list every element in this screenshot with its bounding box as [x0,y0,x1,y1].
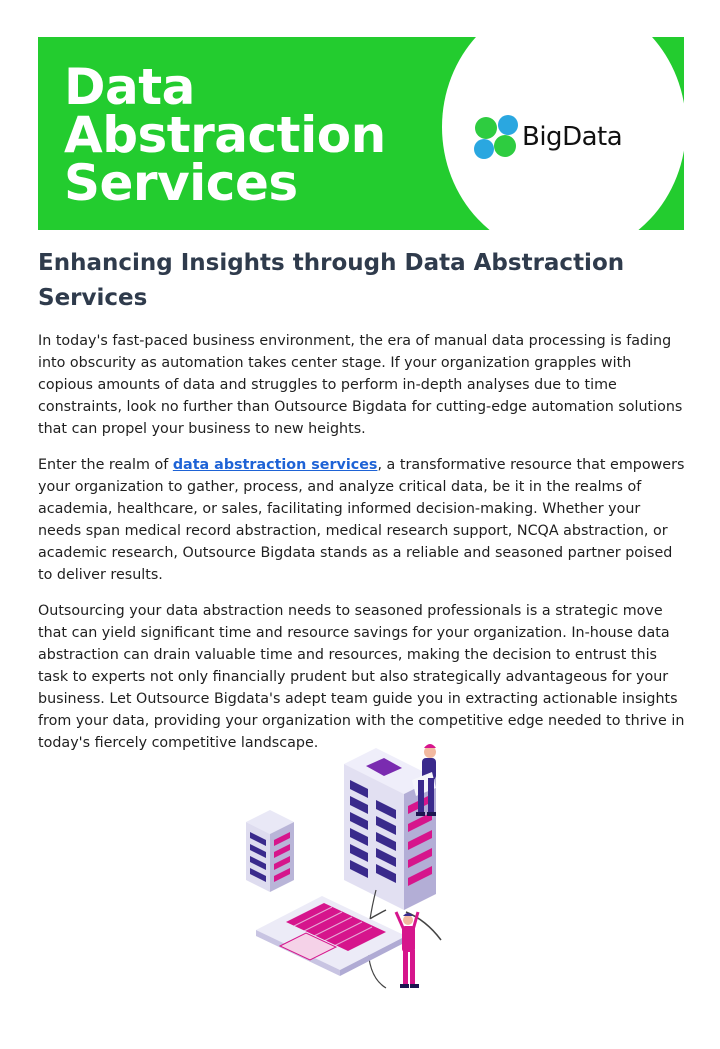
article-heading: Enhancing Insights through Data Abstraction Services [38,250,625,311]
paragraph-text: , a transformative resource that empowers your organization to gather, process, and analyze critical data, be it in the realms of academia, healthcare, or sales, facilitating informed decision-making. Whether your needs span medical record abstraction, medical research support, NCQA abstraction, or academic research, Outsource Bigdata stands as a reliable and seasoned partner poised to deliver results. [38,457,685,583]
logo-text: BigData [522,122,623,152]
laptop [256,896,406,976]
paragraph [38,454,686,586]
four-dot-cluster-icon [472,114,520,160]
data-abstraction-services-link[interactable]: data abstraction services [172,457,378,473]
banner-title-line: Abstraction [64,106,386,164]
paragraph-text: Enter the realm of [38,457,173,473]
person-standing [396,912,419,988]
small-server-stack [246,810,294,892]
article-body [38,330,686,768]
paragraph: In today's fast-paced business environment, the era of manual data processing is fading into obscurity as automation takes center stage. If your organization grapples with copious amounts of data and struggles to perform in-depth analyses due to time constraints, look no further than Outsource Bigdata for cutting-edge automation solutions that can propel your business to new heights. [38,333,683,437]
banner-title [64,58,386,212]
banner-title-line: Services [64,154,298,212]
isometric-servers-laptop-illustration [236,740,486,1002]
header-banner [38,37,684,230]
paragraph: Outsourcing your data abstraction needs to seasoned professionals is a strategic move that can yield significant time and resource savings for your organization. In-house data abstraction can drain valuable time and resources, making the decision to entrust this task to experts not only financially prudent but also strategically advantageous for your business. Let Outsource Bigdata's adept team guide you in extracting actionable insights from your data, providing your organization with the competitive edge needed to thrive in today's fiercely competitive landscape. [38,603,685,751]
banner-title-line: Data [64,58,195,116]
bigdata-logo [472,114,622,160]
